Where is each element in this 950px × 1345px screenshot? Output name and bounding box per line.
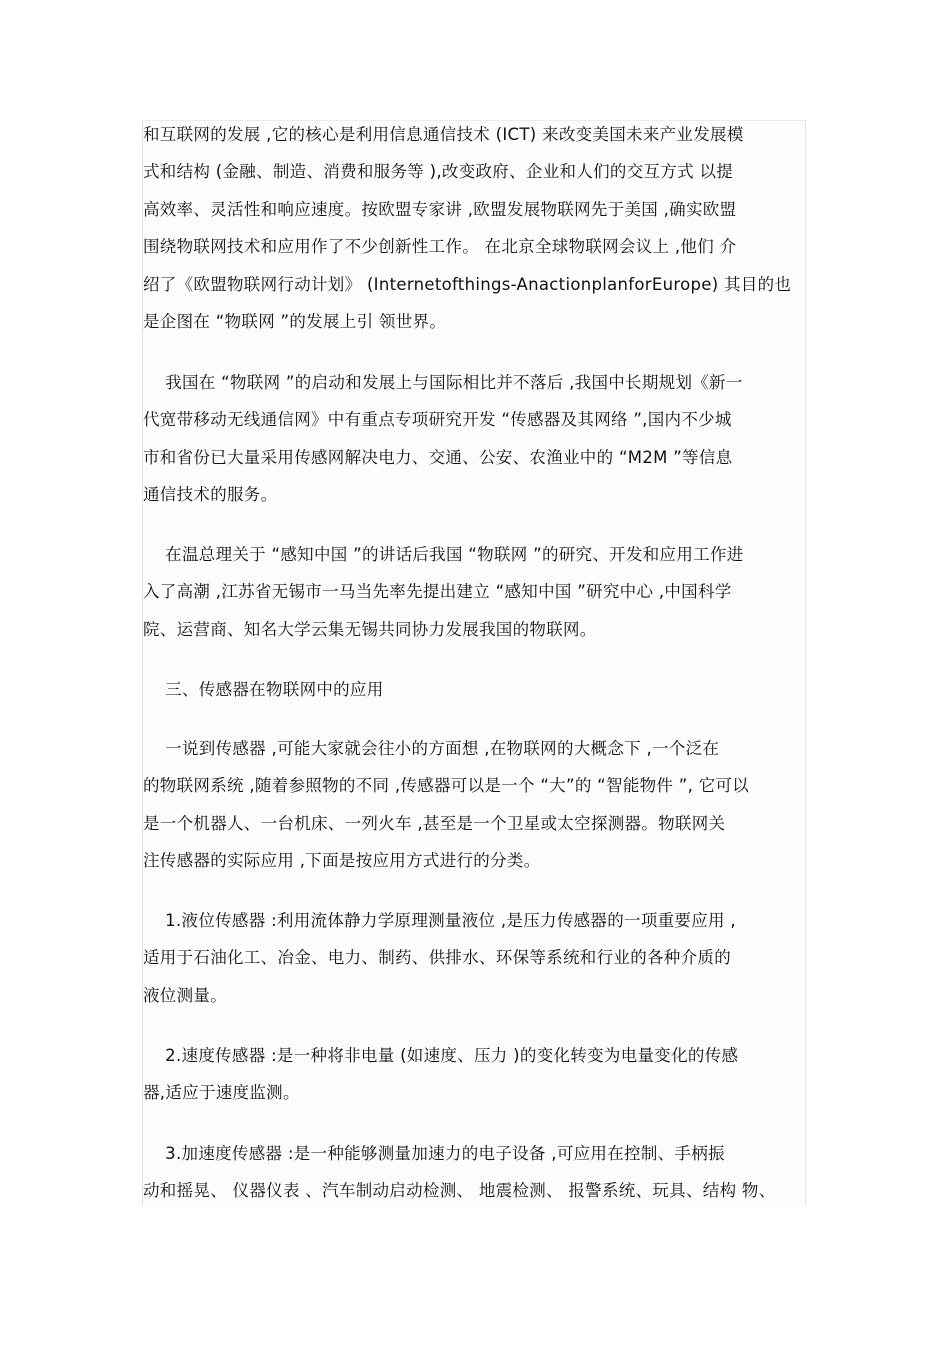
text-line: 市和省份已大量采用传感网解决电力、交通、公安、农渔业中的 “M2M ”等信息 (143, 448, 733, 467)
text-line: 院、运营商、知名大学云集无锡共同协力发展我国的物联网。 (143, 620, 597, 639)
text-line: 和互联网的发展 ,它的核心是利用信息通信技术 (ICT) 来改变美国未来产业发展模 (143, 125, 744, 144)
text-line: 液位测量。 (143, 986, 227, 1005)
text-line: 代宽带移动无线通信网》中有重点专项研究开发 “传感器及其网络 ”,国内不少城 (143, 410, 732, 429)
text-line: 一说到传感器 ,可能大家就会往小的方面想 ,在物联网的大概念下 ,一个泛在 (143, 739, 720, 758)
text-line: 通信技术的服务。 (143, 485, 278, 504)
text-line: 动和摇晃、 仪器仪表 、汽车制动启动检测、 地震检测、 报警系统、玩具、结构 物、 (143, 1181, 776, 1200)
text-line: 3.加速度传感器 :是一种能够测量加速力的电子设备 ,可应用在控制、手柄振 (143, 1144, 725, 1163)
text-line: 我国在 “物联网 ”的启动和发展上与国际相比并不落后 ,我国中长期规划《新一 (143, 373, 743, 392)
heading-line: 三、传感器在物联网中的应用 (143, 680, 384, 699)
text-line: 在温总理关于 “感知中国 ”的讲话后我国 “物联网 ”的研究、开发和应用工作进 (143, 545, 744, 564)
text-line: 的物联网系统 ,随着参照物的不同 ,传感器可以是一个 “大”的 “智能物件 ”, 它可以 (143, 776, 750, 795)
text-line: 注传感器的实际应用 ,下面是按应用方式进行的分类。 (143, 851, 541, 870)
text-line: 1.液位传感器 :利用流体静力学原理测量液位 ,是压力传感器的一项重要应用 , (143, 911, 736, 930)
text-line: 是一个机器人、一台机床、一列火车 ,甚至是一个卫星或太空探测器。物联网关 (143, 814, 726, 833)
text-line: 式和结构 (金融、制造、消费和服务等 ),改变政府、企业和人们的交互方式 以提 (143, 162, 734, 181)
text-line: 是企图在 “物联网 ”的发展上引 领世界。 (143, 312, 447, 331)
document-page (142, 120, 806, 1206)
text-line: 器,适应于速度监测。 (143, 1083, 300, 1102)
text-line: 入了高潮 ,江苏省无锡市一马当先率先提出建立 “感知中国 ”研究中心 ,中国科学 (143, 582, 732, 601)
text-line: 高效率、灵活性和响应速度。按欧盟专家讲 ,欧盟发展物联网先于美国 ,确实欧盟 (143, 200, 737, 219)
text-line: 绍了《欧盟物联网行动计划》 (Internetofthings-AnactionplanforEurope) 其目的也 (143, 275, 792, 294)
text-line: 2.速度传感器 :是一种将非电量 (如速度、压力 )的变化转变为电量变化的传感 (143, 1046, 739, 1065)
text-line: 围绕物联网技术和应用作了不少创新性工作。 在北京全球物联网会议上 ,他们 介 (143, 237, 737, 256)
text-line: 适用于石油化工、冶金、电力、制药、供排水、环保等系统和行业的各种介质的 (143, 948, 731, 967)
